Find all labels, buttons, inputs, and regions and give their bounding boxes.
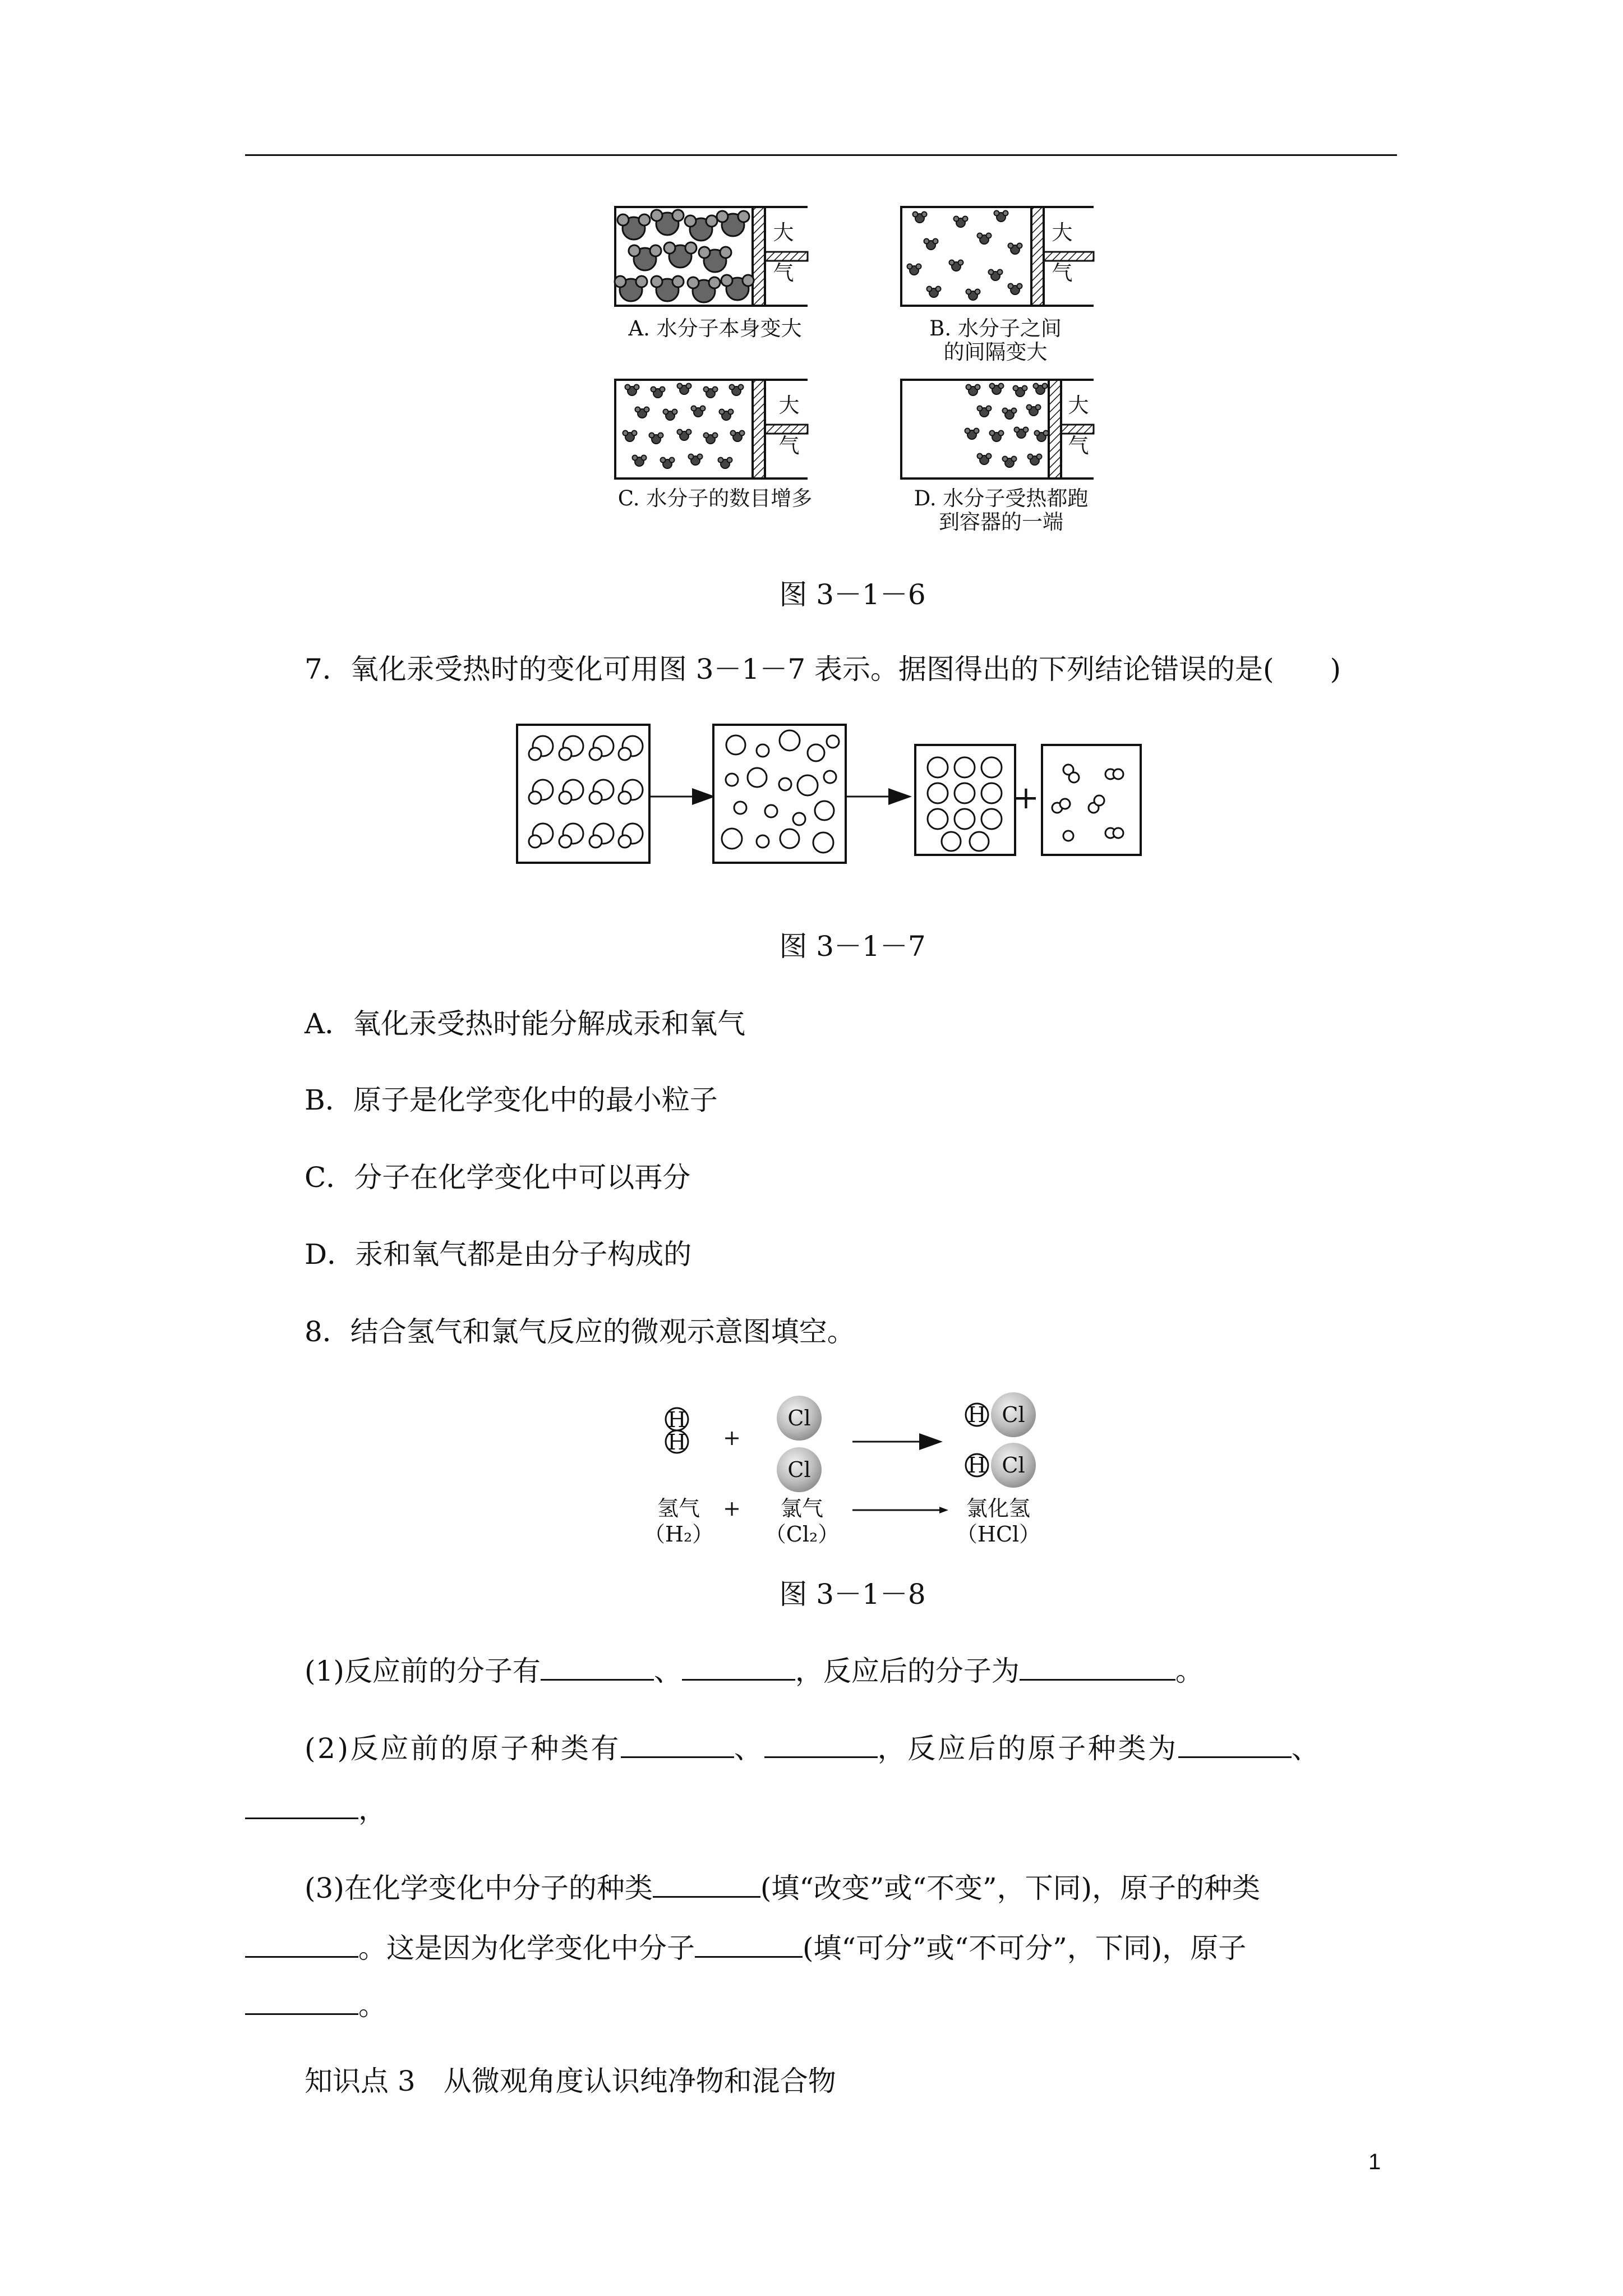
fig6-panel-d-atm-2: 气	[1068, 434, 1089, 458]
fig6-caption-a: A. 水分子本身变大	[628, 316, 802, 341]
q8-sub3-blank-2[interactable]	[245, 1931, 358, 1958]
fig8-cl2-label-1: Cl	[787, 1406, 811, 1430]
q8-sub2-text-1: (2)反应前的原子种类有	[305, 1732, 621, 1765]
fig8-label-hcl-name: 氯化氢	[966, 1496, 1030, 1521]
q8-sub3-line1	[305, 1871, 1260, 1905]
section-heading: 知识点 3 从微观角度认识纯净物和混合物	[305, 2065, 836, 2097]
fig8-label-cl2-name: 氯气	[780, 1496, 823, 1521]
q8-sub2-blank-3[interactable]	[1178, 1732, 1292, 1758]
q8-sub1-text-1: (1)反应前的分子有	[305, 1655, 541, 1687]
q7-option-b: B．原子是化学变化中的最小粒子	[305, 1084, 718, 1116]
fig8-label-hcl-formula: （HCl）	[956, 1522, 1041, 1547]
q8-sub1-blank-2[interactable]	[682, 1654, 795, 1681]
fig6-panel-c-atm-1: 大	[778, 393, 800, 417]
fig6-caption-b-line1: B. 水分子之间	[929, 316, 1062, 341]
q8-stem: 8．结合氢气和氯气反应的微观示意图填空。	[305, 1315, 855, 1348]
q8-sub1-text-4: 。	[1175, 1655, 1204, 1687]
q8-sub2-text-5: ，	[358, 1793, 386, 1826]
fig6-panel-d-atm-1: 大	[1068, 393, 1089, 417]
q8-sub3-line2	[245, 1931, 1246, 1965]
fig8-label-h2-formula: （H₂）	[643, 1522, 714, 1547]
q7-option-c: C．分子在化学变化中可以再分	[305, 1161, 691, 1194]
fig7-plus: +	[1013, 780, 1039, 816]
fig8-h2-label-2: H	[667, 1430, 686, 1455]
fig6-panel-b-atm-2: 气	[1052, 261, 1073, 285]
fig8-h2-label-1: H	[667, 1407, 686, 1432]
fig8-hcl2-h-label: H	[967, 1453, 986, 1478]
fig8-label-cl2-formula: （Cl₂）	[764, 1522, 840, 1547]
fig8-hcl1-cl-label: Cl	[1002, 1402, 1025, 1427]
fig6-caption-d-line2: 到容器的一端	[939, 510, 1063, 534]
fig8-hcl1-h-label: H	[967, 1402, 986, 1427]
fig7-diagram	[516, 724, 1144, 869]
fig8-hcl2-cl-label: Cl	[1002, 1453, 1025, 1478]
fig8-figure-caption: 图 3－1－8	[779, 1578, 926, 1611]
q8-sub2-line2	[245, 1793, 386, 1826]
q8-sub3-line3	[245, 1989, 386, 2022]
q8-sub3-blank-3[interactable]	[695, 1931, 803, 1958]
q8-sub3-text-5: 。	[358, 1989, 386, 2022]
q8-sub3-blank-1[interactable]	[653, 1871, 760, 1898]
fig6-caption-b-line2: 的间隔变大	[943, 340, 1048, 364]
fig8-plus-top: +	[723, 1425, 741, 1450]
q7-option-a: A．氧化汞受热时能分解成汞和氧气	[305, 1007, 746, 1040]
q8-sub2-text-4: 、	[1291, 1732, 1322, 1765]
fig6-panel-a-atm-2: 气	[773, 261, 794, 285]
q7-option-d: D．汞和氧气都是由分子构成的	[305, 1238, 692, 1271]
q8-sub3-text-1: (3)在化学变化中分子的种类	[305, 1872, 653, 1904]
q8-sub1-blank-3[interactable]	[1020, 1654, 1175, 1681]
q8-sub2-text-2: 、	[734, 1732, 764, 1765]
q8-sub3-text-2: (填“改变”或“不变”，下同)，原子的种类	[760, 1872, 1261, 1904]
q8-sub3-blank-4[interactable]	[245, 1989, 358, 2015]
q8-sub1-text-2: 、	[653, 1655, 682, 1687]
q8-sub1	[305, 1654, 1204, 1688]
page-number: 1	[1368, 2150, 1381, 2174]
fig6-panel-a-atm-1: 大	[773, 220, 794, 245]
q8-sub2-blank-2[interactable]	[764, 1732, 878, 1758]
fig8-plus-bottom: +	[723, 1496, 741, 1521]
q8-sub2-blank-1[interactable]	[621, 1732, 734, 1758]
fig6-panel-b-atm-1: 大	[1052, 220, 1073, 245]
q8-sub2-text-3: ，反应后的原子种类为	[877, 1732, 1178, 1765]
q7-stem: 7．氧化汞受热时的变化可用图 3－1－7 表示。据图得出的下列结论错误的是( )	[305, 653, 1341, 685]
q8-sub3-text-4: (填“可分”或“不可分”，下同)，原子	[803, 1932, 1247, 1964]
fig8-name-arrow	[850, 1506, 951, 1514]
q8-sub2-blank-4[interactable]	[245, 1793, 358, 1819]
header-rule	[245, 154, 1397, 156]
fig8-cl2-label-2: Cl	[787, 1457, 811, 1482]
q8-sub1-text-3: ，反应后的分子为	[795, 1655, 1020, 1687]
q8-sub2-line1	[305, 1732, 1321, 1765]
fig6-caption-d-line1: D. 水分子受热都跑	[914, 486, 1089, 510]
fig8-label-h2-name: 氢气	[657, 1496, 700, 1521]
q8-sub3-text-3: 。这是因为化学变化中分子	[358, 1932, 695, 1964]
q8-sub1-blank-1[interactable]	[541, 1654, 654, 1681]
fig6-caption-c: C. 水分子的数目增多	[617, 486, 813, 510]
fig6-figure-caption: 图 3－1－6	[779, 578, 926, 611]
fig7-figure-caption: 图 3－1－7	[779, 930, 926, 963]
fig6-panel-c-atm-2: 气	[778, 434, 800, 458]
